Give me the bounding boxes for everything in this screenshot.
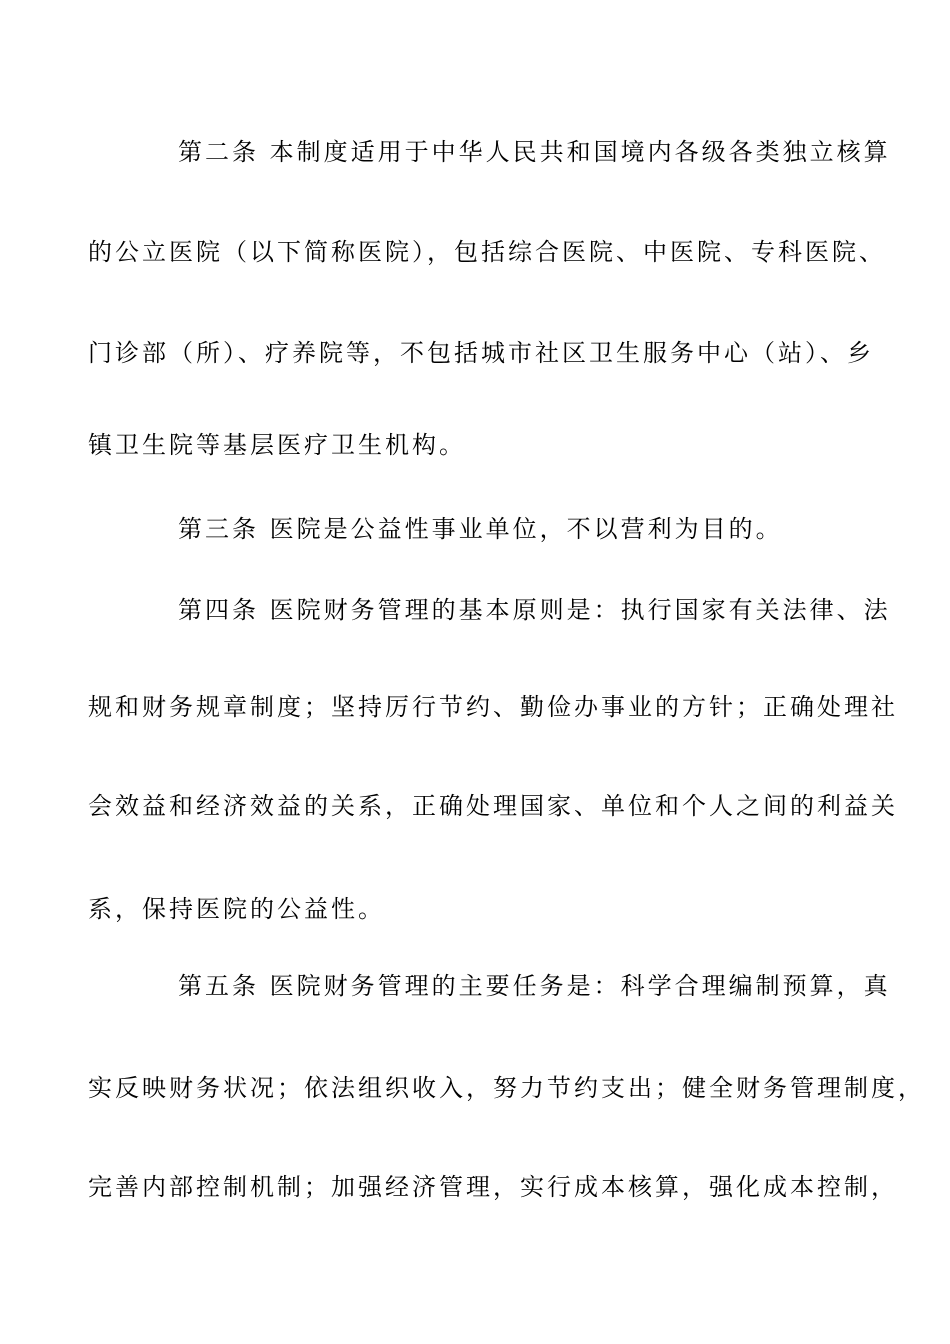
article-5-line-3: 完善内部控制机制；加强经济管理，实行成本核算，强化成本控制，	[88, 1173, 898, 1201]
article-4-line-4: 系，保持医院的公益性。	[88, 895, 385, 923]
article-2-line-4: 镇卫生院等基层医疗卫生机构。	[88, 431, 466, 459]
article-4-line-1: 第四条 医院财务管理的基本原则是：执行国家有关法律、法	[178, 596, 891, 624]
article-2-line-3: 门诊部（所）、疗养院等，不包括城市社区卫生服务中心（站）、乡	[88, 339, 874, 367]
article-2-line-2: 的公立医院（以下简称医院），包括综合医院、中医院、专科医院、	[88, 238, 886, 266]
article-5-line-2: 实反映财务状况；依法组织收入，努力节约支出；健全财务管理制度，	[88, 1074, 925, 1102]
article-5-line-1: 第五条 医院财务管理的主要任务是：科学合理编制预算，真	[178, 972, 891, 1000]
article-2-line-1: 第二条 本制度适用于中华人民共和国境内各级各类独立核算	[178, 138, 891, 166]
article-4-line-3: 会效益和经济效益的关系，正确处理国家、单位和个人之间的利益关	[88, 792, 898, 820]
article-4-line-2: 规和财务规章制度；坚持厉行节约、勤俭办事业的方针；正确处理社	[88, 693, 898, 721]
article-3-line-1: 第三条 医院是公益性事业单位，不以营利为目的。	[178, 515, 783, 543]
